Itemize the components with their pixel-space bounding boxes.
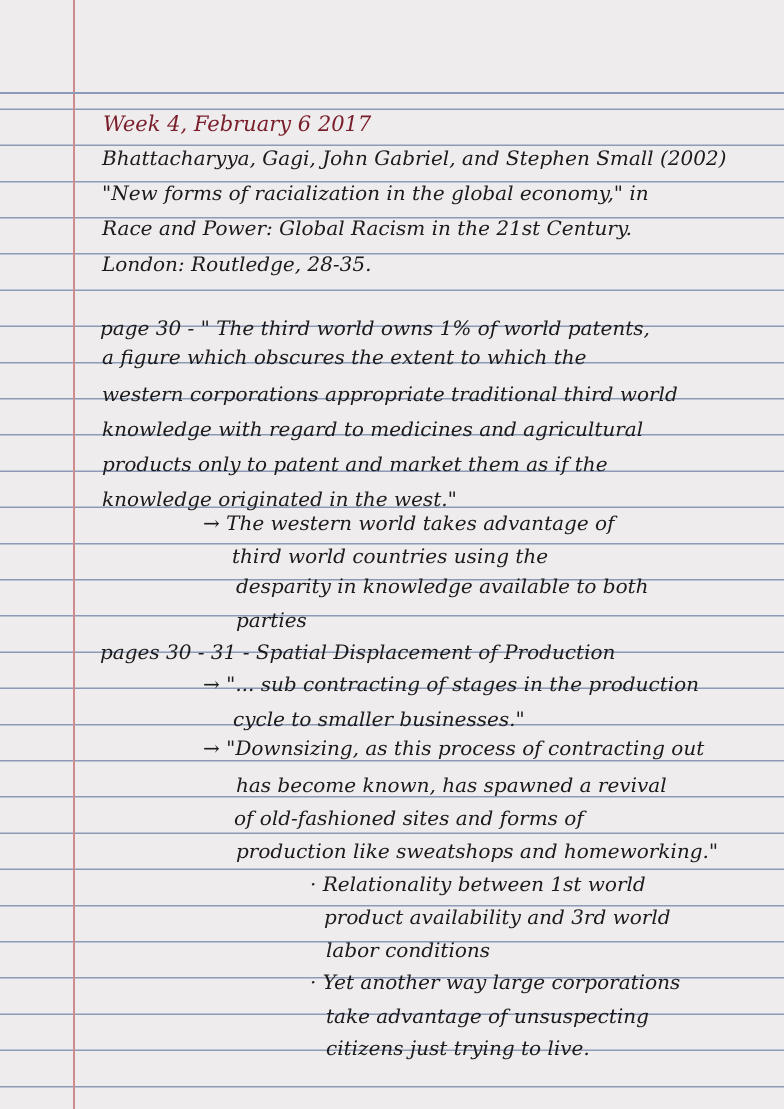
citation-line: London: Routledge, 28-35.	[102, 252, 372, 276]
margin-line	[73, 0, 75, 1109]
bullet-point: labor conditions	[326, 938, 491, 962]
citation-line: "New forms of racialization in the global economy," in	[102, 181, 649, 205]
arrow-point: production like sweatshops and homeworking."	[236, 839, 719, 863]
arrow-point: → "Downsizing, as this process of contracting out	[203, 736, 705, 760]
arrow-point: → The western world takes advantage of	[203, 511, 615, 535]
arrow-point: third world countries using the	[232, 544, 549, 568]
bullet-point: product availability and 3rd world	[324, 905, 671, 929]
quote-line: page 30 - " The third world owns 1% of world patents,	[100, 316, 650, 340]
bullet-point: · Yet another way large corporations	[310, 970, 681, 994]
arrow-point: of old-fashioned sites and forms of	[234, 806, 584, 830]
arrow-point: has become known, has spawned a revival	[236, 773, 667, 797]
citation-line: Race and Power: Global Racism in the 21st Century.	[102, 216, 632, 240]
arrow-point: → "... sub contracting of stages in the production	[203, 672, 700, 696]
entry-heading: Week 4, February 6 2017	[103, 112, 372, 136]
header-rule	[0, 92, 784, 94]
quote-line: products only to patent and market them as if the	[102, 452, 608, 476]
section-title: pages 30 - 31 - Spatial Displacement of Production	[100, 640, 616, 664]
bullet-point: take advantage of unsuspecting	[326, 1004, 649, 1028]
quote-line: western corporations appropriate traditional third world	[102, 382, 678, 406]
quote-line: knowledge originated in the west."	[102, 487, 457, 511]
arrow-point: desparity in knowledge available to both	[236, 574, 649, 598]
quote-line: knowledge with regard to medicines and agricultural	[102, 417, 644, 441]
bullet-point: citizens just trying to live.	[326, 1036, 590, 1060]
arrow-point: cycle to smaller businesses."	[233, 707, 525, 731]
bullet-point: · Relationality between 1st world	[310, 872, 646, 896]
citation-line: Bhattacharyya, Gagi, John Gabriel, and Stephen Small (2002)	[102, 146, 727, 170]
quote-line: a figure which obscures the extent to which the	[102, 345, 587, 369]
arrow-point: parties	[236, 608, 307, 632]
